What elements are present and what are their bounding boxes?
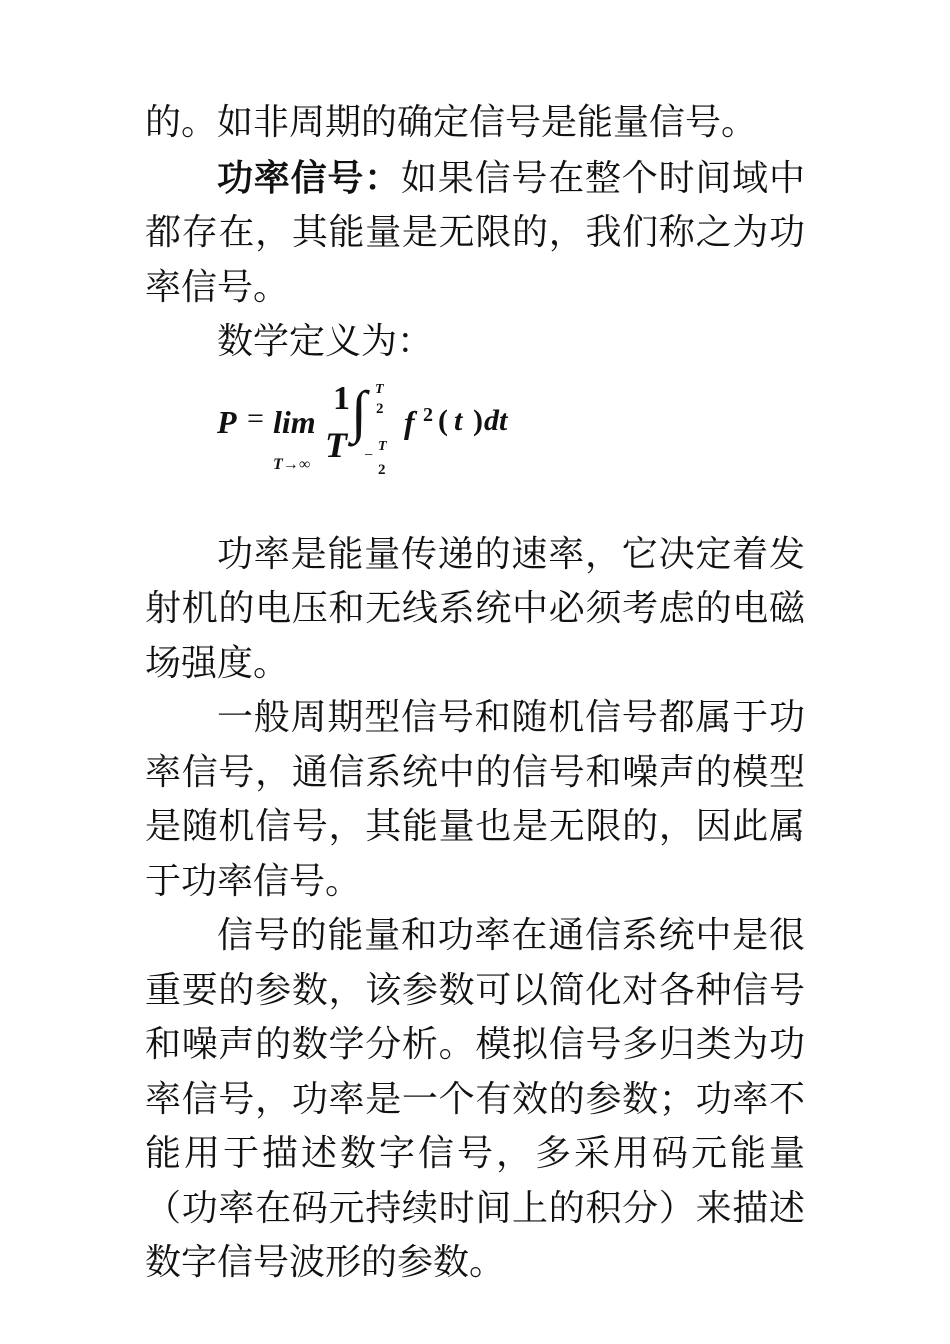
paragraph-energy-power-importance: 信号的能量和功率在通信系统中是很重要的参数，该参数可以简化对各种信号和噪声的数学分析。模拟信号多归类为功率信号，功率是一个有效的参数；功率不能用于描述数字信号，多采用码元能量（功率在码元持续时间上的积分）来描述数字信号波形的参数。 [145, 915, 805, 1283]
formula-exponent: 2 [423, 403, 433, 426]
formula-lower-limit-sign: − [364, 446, 374, 464]
paragraph-power-signal-definition [145, 151, 805, 316]
formula-fraction-numerator: 1 [333, 379, 350, 417]
term-power-signal: 功率信号： [217, 156, 401, 199]
formula-differential-dt: dt [484, 403, 508, 437]
formula-variable-t: t [454, 403, 463, 437]
power-signal-description: 如果信号在整个时间域中都存在，其能量是无限的，我们称之为功率信号。 [145, 157, 805, 308]
formula-lower-limit-denominator: 2 [378, 461, 386, 478]
formula-lim-subscript: T→∞ [273, 455, 311, 473]
paragraph-power-signal-examples: 一般周期型信号和随机信号都属于功率信号，通信系统中的信号和噪声的模型是随机信号，其能量也是无限的，因此属于功率信号。 [145, 697, 805, 902]
formula-integrand-f: f [404, 403, 415, 440]
formula-P: P [217, 403, 237, 440]
formula-fraction-denominator: T [325, 424, 347, 465]
paragraph-energy-signal-end: 的。如非周期的确定信号是能量信号。 [145, 102, 758, 143]
formula-upper-limit-denominator: 2 [376, 400, 384, 417]
formula-integral-sign: ∫ [351, 378, 367, 444]
formula-equals: = [247, 401, 264, 435]
formula-lim: lim [273, 403, 316, 440]
formula-left-paren: ( [438, 403, 448, 437]
power-formula [145, 378, 805, 510]
paragraph-power-meaning: 功率是能量传递的速率，它决定着发射机的电压和无线系统中必须考虑的电磁场强度。 [145, 533, 805, 684]
formula-lower-limit-numerator: T [378, 438, 387, 454]
formula-upper-limit-numerator: T [375, 381, 384, 397]
document-page [145, 96, 805, 1291]
formula-right-paren: ) [473, 403, 483, 437]
paragraph-math-definition-intro: 数学定义为： [217, 321, 434, 362]
